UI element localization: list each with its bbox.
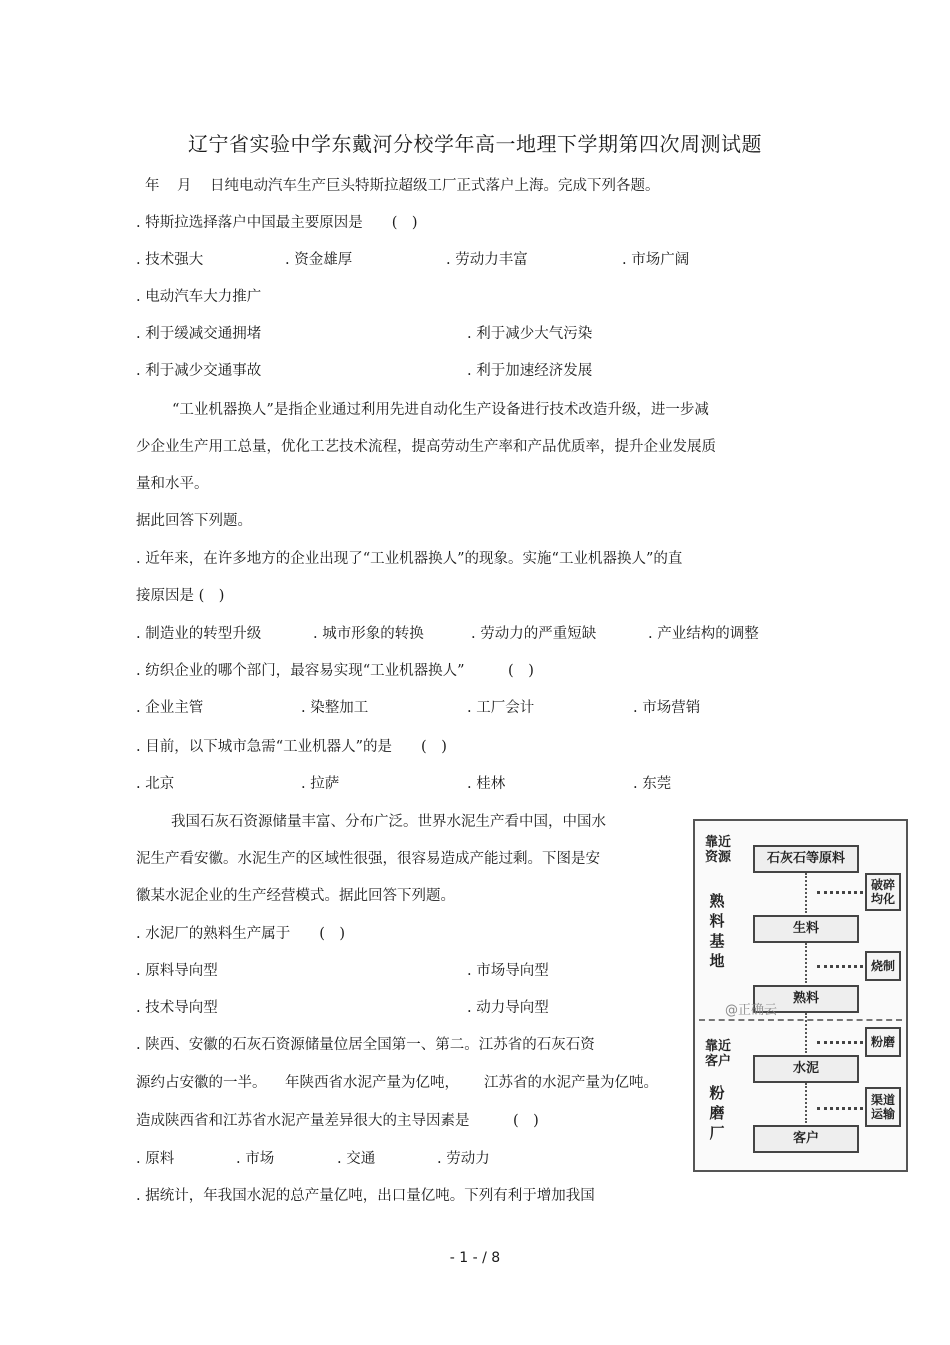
process-arrow-3 — [817, 1041, 863, 1044]
question-7-line-2c: 江苏省的水泥产量为亿吨。 — [484, 1075, 658, 1091]
passage-3-line-1: 我国石灰石资源储量丰富、分布广泛。世界水泥生产看中国，中国水 — [171, 814, 606, 830]
question-2: . 电动汽车大力推广 — [136, 289, 262, 305]
process-arrow-1 — [817, 891, 863, 894]
process-crush-homogenize: 破碎均化 — [865, 873, 901, 911]
box-cement: 水泥 — [753, 1055, 859, 1083]
q4-option-b: . 染整加工 — [301, 700, 369, 716]
passage-2-instruction: 据此回答下列题。 — [136, 513, 252, 529]
side-label-clinker-base: 熟料基地 — [709, 892, 725, 970]
box-clinker: 熟料 — [753, 985, 859, 1013]
process-arrow-4 — [817, 1107, 863, 1110]
question-7-line-2b: 年陕西省水泥产量为亿吨， — [285, 1075, 459, 1091]
q5-option-b: . 拉萨 — [301, 776, 340, 792]
q7-option-d: . 劳动力 — [437, 1151, 490, 1167]
box-limestone-raw-material: 石灰石等原料 — [753, 845, 859, 873]
question-7-line-3: 造成陕西省和江苏省水泥产量差异很大的主导因素是 ( ) — [136, 1113, 539, 1129]
q1-option-a: . 技术强大 — [136, 252, 204, 268]
process-arrow-2 — [817, 965, 863, 968]
q3-option-a: . 制造业的转型升级 — [136, 626, 262, 642]
watermark: @正确云 — [725, 1003, 778, 1018]
passage-2-line-1: “工业机器换人”是指企业通过利用先进自动化生产设备进行技术改造升级，进一步减 — [172, 402, 709, 418]
q6-option-c: . 技术导向型 — [136, 1000, 218, 1016]
process-firing: 烧制 — [865, 951, 901, 981]
document-title: 辽宁省实验中学东戴河分校学年高一地理下学期第四次周测试题 — [188, 132, 762, 156]
passage-3-line-2: 泥生产看安徽。水泥生产的区域性很强，很容易造成产能过剩。下图是安 — [136, 851, 600, 867]
flow-arrow-4 — [805, 1083, 807, 1123]
flow-arrow-1 — [805, 873, 807, 913]
q2-option-a: . 利于缓减交通拥堵 — [136, 326, 262, 342]
q2-option-d: . 利于加速经济发展 — [467, 363, 593, 379]
question-7-line-2a: 源约占安徽的一半。 — [136, 1075, 267, 1091]
process-grinding: 粉磨 — [865, 1027, 901, 1057]
flow-arrow-2 — [805, 943, 807, 983]
passage-2-line-3: 量和水平。 — [136, 476, 209, 492]
question-7-line-1: . 陕西、安徽的石灰石资源储量位居全国第一、第二。江苏省的石灰石资 — [136, 1037, 595, 1053]
question-5: . 目前，以下城市急需“工业机器人”的是 ( ) — [136, 739, 447, 755]
q3-option-b: . 城市形象的转换 — [313, 626, 424, 642]
intro-text: 日纯电动汽车生产巨头特斯拉超级工厂正式落户上海。完成下列各题。 — [210, 178, 660, 194]
q2-option-c: . 利于减少交通事故 — [136, 363, 262, 379]
q4-option-a: . 企业主管 — [136, 700, 204, 716]
box-raw-meal: 生料 — [753, 915, 859, 943]
side-label-grinding-plant: 粉磨厂 — [709, 1084, 725, 1142]
q6-option-b: . 市场导向型 — [467, 963, 549, 979]
intro-month-label: 月 — [177, 178, 192, 194]
passage-3-line-3: 徽某水泥企业的生产经营模式。据此回答下列题。 — [136, 888, 455, 904]
side-label-near-resource: 靠近资源 — [704, 835, 731, 865]
question-1: . 特斯拉选择落户中国最主要原因是 ( ) — [136, 215, 418, 231]
q1-option-c: . 劳动力丰富 — [446, 252, 528, 268]
question-8-line-1: . 据统计，年我国水泥的总产量亿吨，出口量亿吨。下列有利于增加我国 — [136, 1188, 595, 1204]
question-6: . 水泥厂的熟料生产属于 ( ) — [136, 926, 346, 942]
q4-option-d: . 市场营销 — [633, 700, 701, 716]
process-channel-transport: 渠道运输 — [865, 1087, 901, 1127]
q5-option-c: . 桂林 — [467, 776, 506, 792]
q7-option-b: . 市场 — [236, 1151, 275, 1167]
q1-option-d: . 市场广阔 — [622, 252, 690, 268]
passage-2-line-2: 少企业生产用工总量，优化工艺技术流程，提高劳动生产率和产品优质率，提升企业发展质 — [136, 439, 716, 455]
q7-option-a: . 原料 — [136, 1151, 175, 1167]
page-number: - 1 - / 8 — [449, 1250, 501, 1266]
q6-option-a: . 原料导向型 — [136, 963, 218, 979]
q2-option-b: . 利于减少大气污染 — [467, 326, 593, 342]
q6-option-d: . 动力导向型 — [467, 1000, 549, 1016]
question-4: . 纺织企业的哪个部门，最容易实现“工业机器换人” ( ) — [136, 663, 534, 679]
question-3-line-2: 接原因是 ( ) — [136, 588, 225, 604]
question-3-line-1: . 近年来，在许多地方的企业出现了“工业机器换人”的现象。实施“工业机器换人”的直 — [136, 551, 683, 567]
side-label-near-customer: 靠近客户 — [704, 1039, 731, 1069]
q1-option-b: . 资金雄厚 — [285, 252, 353, 268]
q5-option-a: . 北京 — [136, 776, 175, 792]
diagram-divider — [699, 1019, 902, 1021]
intro-year-label: 年 — [145, 178, 160, 194]
q3-option-c: . 劳动力的严重短缺 — [471, 626, 597, 642]
q4-option-c: . 工厂会计 — [467, 700, 535, 716]
q5-option-d: . 东莞 — [633, 776, 672, 792]
q7-option-c: . 交通 — [337, 1151, 376, 1167]
q3-option-d: . 产业结构的调整 — [648, 626, 759, 642]
cement-production-diagram — [693, 819, 908, 1172]
box-customer: 客户 — [753, 1125, 859, 1153]
